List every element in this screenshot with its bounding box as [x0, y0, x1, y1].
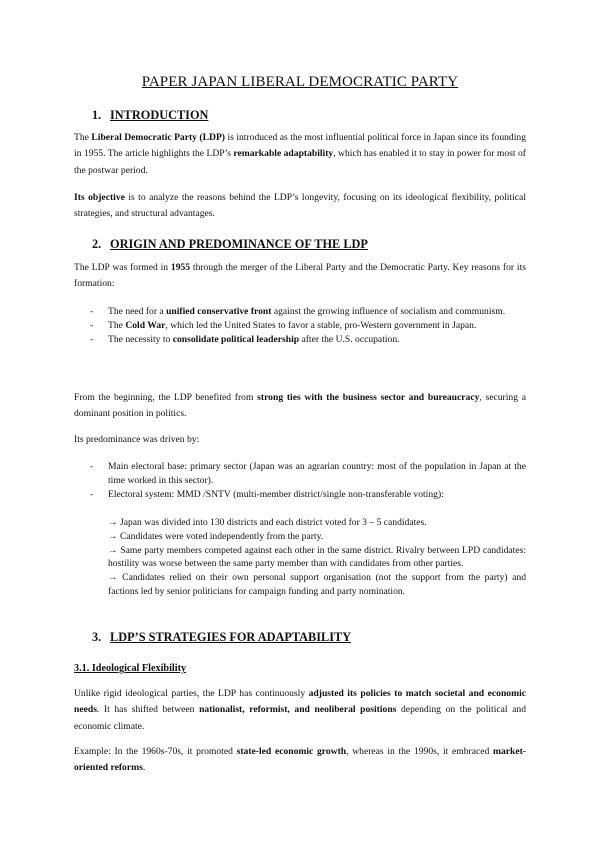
strategies-paragraph-2: Example: In the 1960s-70s, it promoted state-led economic growth, whereas in the 1990s, it embraced market-oriented reforms.	[74, 746, 526, 774]
strategies-paragraph-1: Unlike rigid ideological parties, the LDP has continuously adjusted its policies to match societal and economic needs. It has shifted between nationalist, reformist, and neoliberal positions depending on the political and economic climate.	[74, 688, 527, 732]
intro-paragraph-1: The Liberal Democratic Party (LDP) is introduced as the most influential political force in Japan since its founding in 1955. The article highlights the LDP’s remarkable adaptability, which has enabled it to stay in power for most of the postwar period.	[74, 132, 526, 176]
section-heading-strategies: 3. LDP’S STRATEGIES FOR ADAPTABILITY	[92, 630, 352, 644]
list-item: → Japan was divided into 130 districts and each district voted for 3 – 5 candidates.	[108, 517, 427, 528]
predominance-drivers-list	[74, 460, 526, 501]
list-item: - The necessity to consolidate political leadership after the U.S. occupation.	[90, 333, 400, 345]
electoral-system-details	[108, 516, 526, 599]
intro-paragraph-2: Its objective is to analyze the reasons behind the LDP’s longevity, focusing on its ideological flexibility, political strategies, and structural advantages.	[74, 192, 526, 220]
origin-paragraph-1: The LDP was formed in 1955 through the merger of the Liberal Party and the Democratic Party. Key reasons for its formation:	[74, 262, 526, 290]
formation-reasons-list	[74, 305, 526, 346]
section-heading-introduction: 1. INTRODUCTION	[92, 108, 209, 122]
document-title: PAPER JAPAN LIBERAL DEMOCRATIC PARTY	[141, 74, 459, 90]
list-item: - Main electoral base: primary sector (Japan was an agrarian country: most of the population in Japan at the time worked in this sector).	[90, 461, 526, 486]
subsection-heading-ideological-flexibility: 3.1. Ideological Flexibility	[74, 663, 187, 674]
list-item: - The need for a unified conservative front against the growing influence of socialism and communism.	[90, 306, 506, 317]
list-item: - Electoral system: MMD /SNTV (multi-member district/single non-transferable voting):	[90, 488, 444, 500]
section-heading-origin: 2. ORIGIN AND PREDOMINANCE OF THE LDP	[92, 237, 368, 251]
list-item: → Candidates relied on their own personal support organisation (not the support from the party) and factions led by senior politicians for campaign funding and party nomination.	[108, 572, 526, 597]
origin-paragraph-2: From the beginning, the LDP benefited from strong ties with the business sector and bureaucracy, securing a dominant position in politics.	[74, 392, 526, 420]
list-item: - The Cold War, which led the United States to favor a stable, pro-Western government in Japan.	[90, 319, 477, 331]
list-item: → Candidates were voted independently from the party.	[108, 530, 324, 542]
origin-paragraph-3: Its predominance was driven by:	[74, 434, 200, 445]
list-item: → Same party members competed against each other in the same district. Rivalry between LPD candidates: hostility was worse between the same party member than with candidates from other parties.	[108, 544, 526, 570]
